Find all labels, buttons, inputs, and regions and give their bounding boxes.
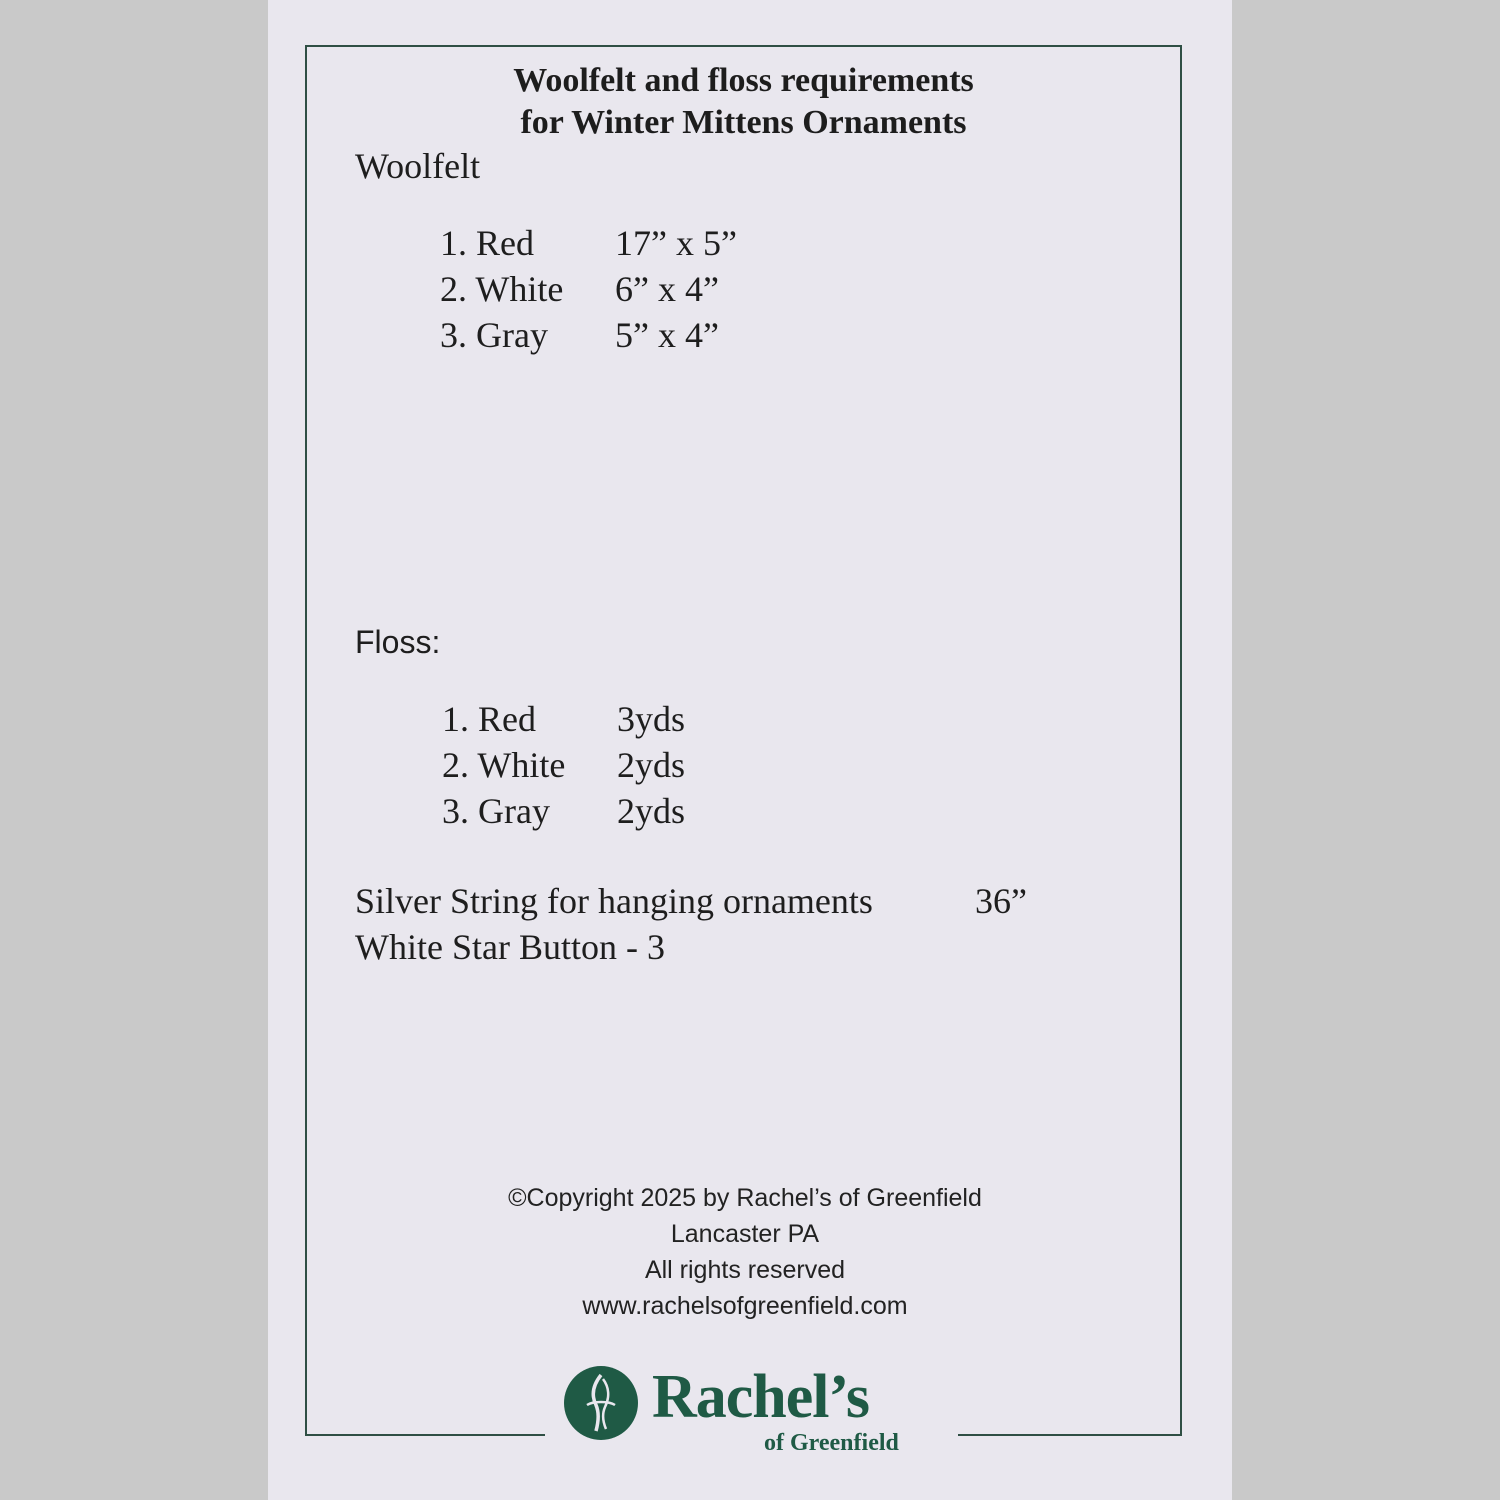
woolfelt-item-amount: 17” x 5” (615, 223, 737, 263)
silver-string-amount: 36” (975, 881, 1027, 921)
floss-item-amount: 2yds (617, 791, 686, 831)
logo-emblem-icon (563, 1365, 639, 1441)
woolfelt-item-name: 2. White (440, 269, 564, 309)
title-line-2: for Winter Mittens Ornaments (520, 104, 967, 141)
woolfelt-item-amount: 6” x 4” (615, 269, 719, 309)
star-button-line: White Star Button - 3 (355, 927, 665, 967)
floss-item-name: 3. Gray (442, 791, 550, 831)
border-bottom-left (305, 1434, 545, 1436)
website-link[interactable]: www.rachelsofgreenfield.com (582, 1292, 908, 1320)
floss-item-amount: 3yds (617, 699, 686, 739)
silver-string-label: Silver String for hanging ornaments (355, 881, 873, 921)
woolfelt-heading: Woolfelt (355, 146, 481, 186)
logo-wordmark: Rachel’s (652, 1363, 869, 1431)
copyright-text: ©Copyright 2025 by Rachel’s of Greenfield (508, 1184, 982, 1212)
floss-item-amount: 2yds (617, 745, 686, 785)
border-bottom-right (958, 1434, 1182, 1436)
title-line-1: Woolfelt and floss requirements (513, 62, 974, 99)
location-text: Lancaster PA (670, 1220, 820, 1248)
logo-subtitle: of Greenfield (764, 1430, 899, 1456)
woolfelt-item-amount: 5” x 4” (615, 315, 719, 355)
floss-item-name: 2. White (442, 745, 566, 785)
floss-heading: Floss: (355, 624, 441, 660)
floss-item-name: 1. Red (442, 699, 536, 739)
woolfelt-item-name: 3. Gray (440, 315, 548, 355)
rights-text: All rights reserved (644, 1256, 846, 1284)
woolfelt-item-name: 1. Red (440, 223, 534, 263)
